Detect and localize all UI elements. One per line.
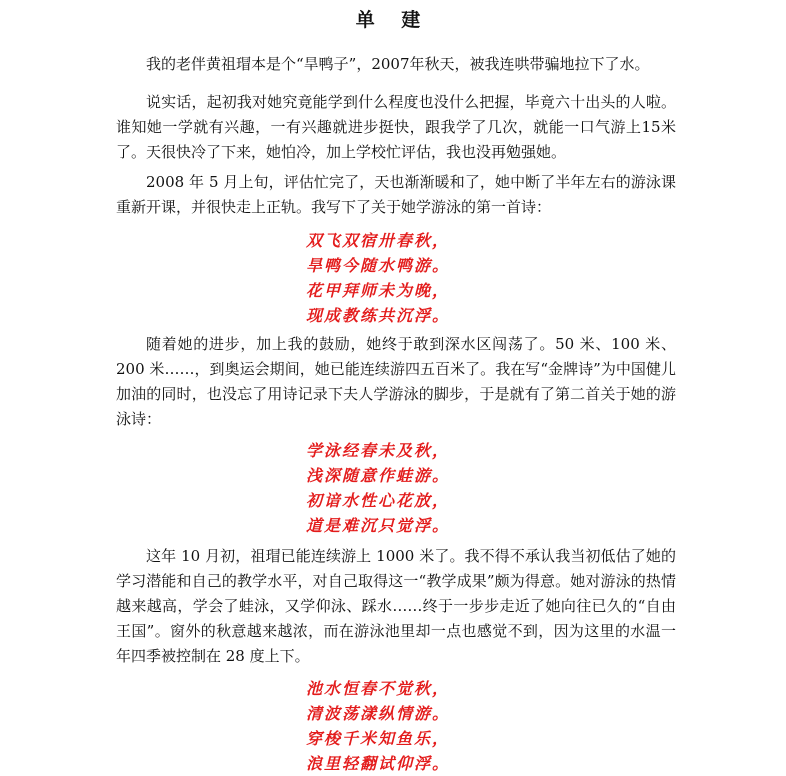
poem-1-line-1: 双飞双宿卅春秋， bbox=[306, 231, 451, 250]
poem-2-line-1: 学泳经春未及秋， bbox=[306, 441, 451, 460]
poem-3-line-3: 穿梭千米知鱼乐， bbox=[306, 729, 451, 748]
paragraph-4: 随着她的进步，加上我的鼓励，她终于敢到深水区闯荡了。50 米、100 米、200 米……，到奥运会期间，她已能连续游四五百米了。我在写“金牌诗”为中国健儿加油的同时，也没忘了用诗记录下夫人学游泳的脚步，于是就有了第二首关于她的游泳诗： bbox=[116, 335, 676, 428]
poem-2 bbox=[306, 438, 506, 538]
paragraph-5: 这年 10 月初，祖瑁已能连续游上 1000 米了。我不得不承认我当初低估了她的学习潜能和自己的教学水平，对自己取得这一“教学成果”颇为得意。她对游泳的热情越来越高，学会了蛙泳，又学仰泳、踩水……终于一步步走近了她向往已久的“自由王国”。窗外的秋意越来越浓，而在游泳池里却一点也感觉不到，因为这里的水温一年四季被控制在 28 度上下。 bbox=[116, 547, 676, 665]
poem-2-line-3: 初谙水性心花放， bbox=[306, 491, 451, 510]
poem-3-line-2: 清波荡漾纵情游。 bbox=[306, 704, 451, 723]
poem-2-line-4: 道是难沉只觉浮。 bbox=[306, 516, 451, 535]
paragraph-3: 2008 年 5 月上旬，评估忙完了，天也渐渐暖和了，她中断了半年左右的游泳课重新开课，并很快走上正轨。我写下了关于她学游泳的第一首诗： bbox=[116, 173, 676, 216]
poem-1-line-4: 现成教练共沉浮。 bbox=[306, 306, 451, 325]
article-title: 单 建 bbox=[355, 9, 431, 31]
paragraph-2: 说实话，起初我对她究竟能学到什么程度也没什么把握，毕竟六十出头的人啦。谁知她一学就有兴趣，一有兴趣就进步挺快，跟我学了几次，就能一口气游上15米了。天很快冷了下来，她怕冷，加上学校忙评估，我也没再勉强她。 bbox=[116, 93, 676, 161]
poem-1 bbox=[306, 228, 506, 328]
poem-1-line-3: 花甲拜师未为晚， bbox=[306, 281, 451, 300]
poem-3-line-4: 浪里轻翻试仰浮。 bbox=[306, 754, 451, 773]
poem-1-line-2: 旱鸭今随水鸭游。 bbox=[306, 256, 451, 275]
poem-2-line-2: 浅深随意作蛙游。 bbox=[306, 466, 451, 485]
paragraph-1: 我的老伴黄祖瑁本是个“旱鸭子”，2007年秋天，被我连哄带骗地拉下了水。 bbox=[146, 55, 650, 73]
poem-3 bbox=[306, 676, 506, 776]
poem-3-line-1: 池水恒春不觉秋， bbox=[306, 679, 451, 698]
